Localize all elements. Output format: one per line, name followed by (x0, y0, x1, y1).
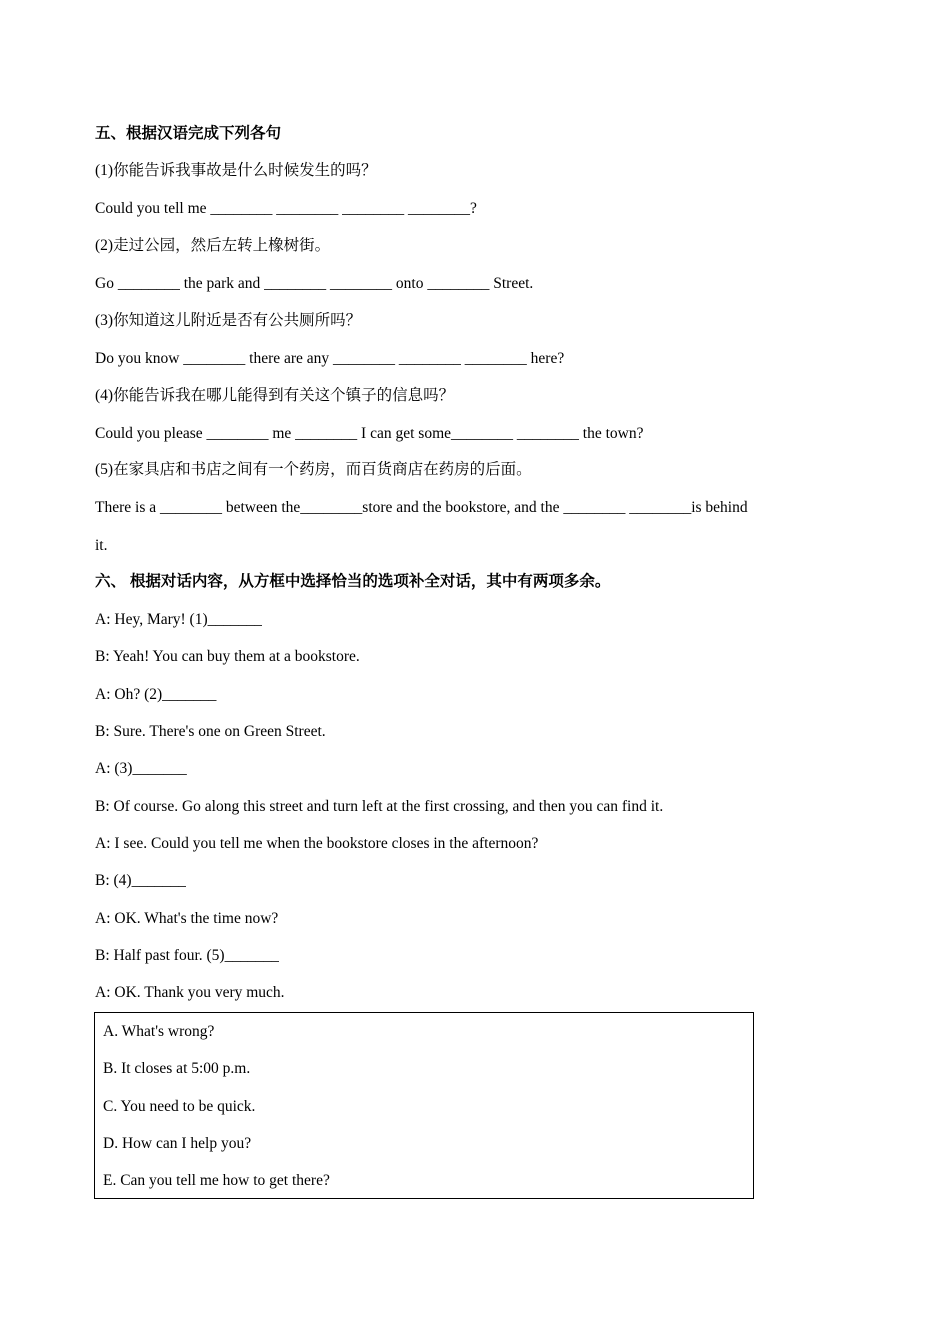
s5-q3-chinese: (3)你知道这儿附近是否有公共厕所吗？ (95, 312, 362, 329)
s5-q2-chinese: (2)走过公园，然后左转上橡树街。 (95, 237, 331, 254)
option-c: C. You need to be quick. (103, 1098, 256, 1115)
section5-heading: 五、根据汉语完成下列各句 (95, 125, 282, 142)
dialogue-line: B: Half past four. (5)_______ (95, 947, 279, 964)
s5-q1-english: Could you tell me ________ ________ ________ ________? (95, 200, 477, 217)
dialogue-line: B: (4)_______ (95, 872, 186, 889)
option-a: A. What's wrong? (103, 1023, 215, 1040)
dialogue-line: A: Hey, Mary! (1)_______ (95, 611, 262, 628)
dialogue-line: B: Of course. Go along this street and turn left at the first crossing, and then you can find it. (95, 798, 664, 815)
option-b: B. It closes at 5:00 p.m. (103, 1060, 251, 1077)
s5-q5-english: There is a ________ between the________store and the bookstore, and the ________ ________is behind (95, 499, 748, 516)
dialogue-line: A: OK. What's the time now? (95, 910, 279, 927)
dialogue-line: A: Oh? (2)_______ (95, 686, 217, 703)
s5-q5-english-cont: it. (95, 537, 108, 554)
section6-heading: 六、 根据对话内容，从方框中选择恰当的选项补全对话，其中有两项多余。 (95, 573, 611, 590)
dialogue-line: B: Yeah! You can buy them at a bookstore. (95, 648, 360, 665)
s5-q4-english: Could you please ________ me ________ I can get some________ ________ the town? (95, 425, 644, 442)
dialogue-line: A: I see. Could you tell me when the bookstore closes in the afternoon? (95, 835, 539, 852)
s5-q1-chinese: (1)你能告诉我事故是什么时候发生的吗？ (95, 162, 377, 179)
dialogue-line: A: OK. Thank you very much. (95, 984, 285, 1001)
s5-q2-english: Go ________ the park and ________ ________ onto ________ Street. (95, 275, 534, 292)
s5-q5-chinese: (5)在家具店和书店之间有一个药房，而百货商店在药房的后面。 (95, 461, 532, 478)
dialogue-line: A: (3)_______ (95, 760, 187, 777)
s5-q4-chinese: (4)你能告诉我在哪儿能得到有关这个镇子的信息吗？ (95, 387, 455, 404)
option-d: D. How can I help you? (103, 1135, 252, 1152)
option-e: E. Can you tell me how to get there? (103, 1172, 330, 1189)
options-box (94, 1012, 754, 1199)
s5-q3-english: Do you know ________ there are any ________ ________ ________ here? (95, 350, 565, 367)
dialogue-line: B: Sure. There's one on Green Street. (95, 723, 326, 740)
